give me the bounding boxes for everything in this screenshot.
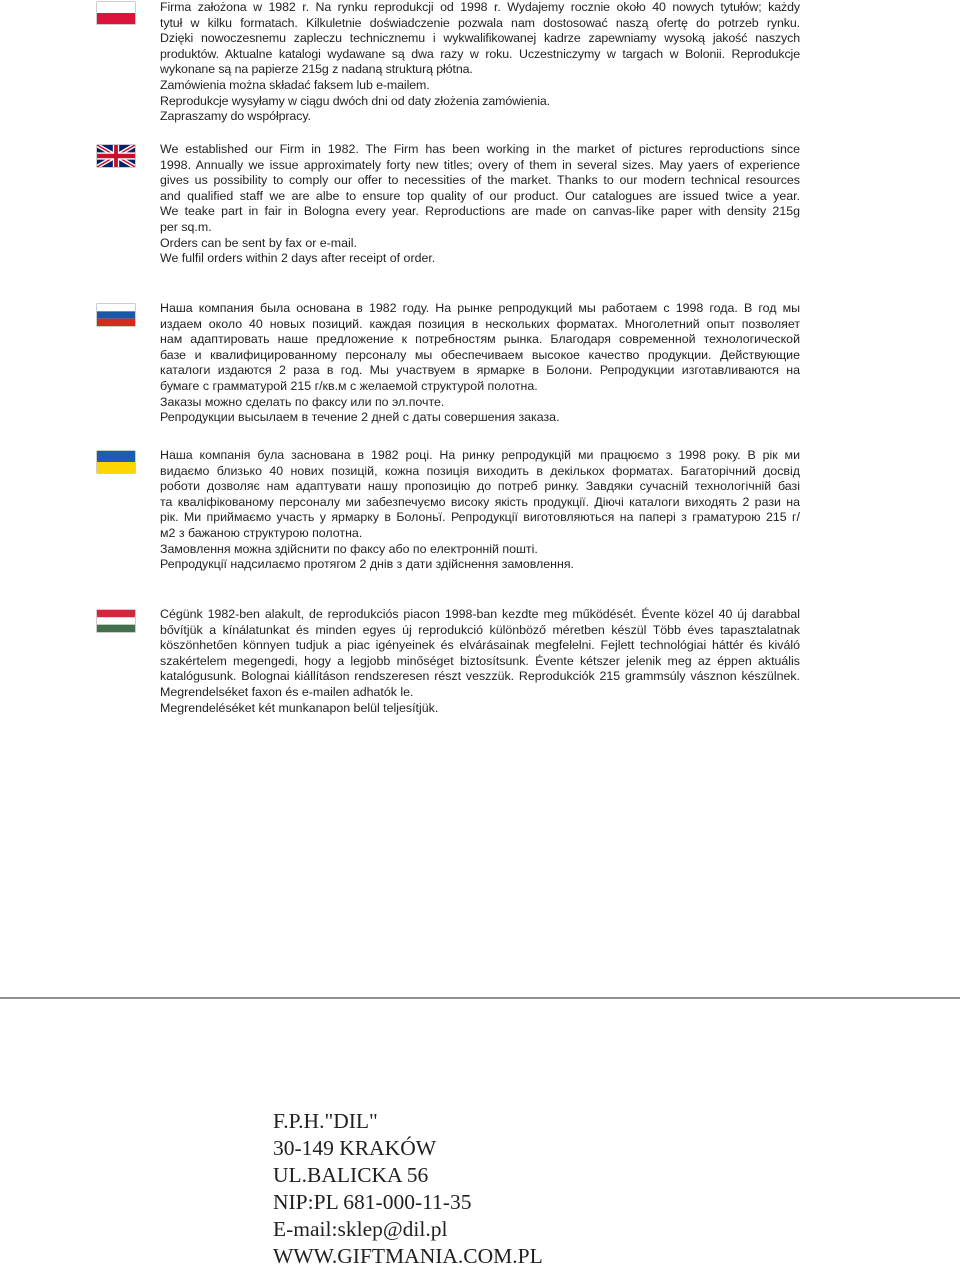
text-line: Megrendeléséket két munkanapon belül teljesítjük. xyxy=(160,700,439,715)
page-divider xyxy=(0,997,960,999)
text-line: produktów. Aktualne katalogi wydawane są dwa razy w roku. Uczestniczymy w targach w Bolonii. Reprodukcje xyxy=(160,46,800,61)
text-line: базе и квалифицированному персоналу мы обеспечиваем высокое качество продукции. Действующие xyxy=(160,347,800,362)
hungarian-description xyxy=(160,607,800,716)
text-line: katalógusunk. Bolognai kiállításon rendszeresen részt veszzük. Reprodukciók 215 grammsúly vásznon készülnek. xyxy=(160,669,800,684)
russian-description xyxy=(160,301,800,426)
company-address-block xyxy=(273,1108,543,1270)
ukrainian-description xyxy=(160,448,800,573)
text-line: wykonane są na papierze 215g z nadaną strukturą płótna. xyxy=(160,62,473,77)
text-line: бумаге с грамматурой 215 г/кв.м с желаемой структурой полотна. xyxy=(160,378,538,393)
text-line: Zapraszamy do współpracy. xyxy=(160,109,311,124)
poland-flag-icon xyxy=(97,2,135,24)
polish-description xyxy=(160,0,800,125)
text-line: видаємо близько 40 нових позицій, кожна позиція виходить в декількох форматах. Багаторічний досвід xyxy=(160,463,800,478)
text-line: szakértelem megengedi, hogy a legjobb minőséget biztosítsunk. Évente kétszer jelenik meg az éppen aktuális xyxy=(160,653,800,668)
text-line: 1998. Annually we issue approximately forty new titles; overy of them in several sizes. May yaers of experience xyxy=(160,157,800,172)
street-address: UL.BALICKA 56 xyxy=(273,1163,429,1187)
company-name: F.P.H."DIL" xyxy=(273,1109,378,1133)
email-address: E-mail:sklep@dil.pl xyxy=(273,1217,448,1241)
text-line: Наша компания была основана в 1982 году. На рынке репродукций мы работаем с 1998 года. В год мы xyxy=(160,301,800,315)
tax-id: NIP:PL 681-000-11-35 xyxy=(273,1190,472,1214)
ukraine-flag-icon xyxy=(97,451,135,473)
website-url: WWW.GIFTMANIA.COM.PL xyxy=(273,1244,543,1268)
postal-city: 30-149 KRAKÓW xyxy=(273,1136,437,1160)
text-line: Наша компанія була заснована в 1982 році. На ринку репродукцій ми працюємо з 1998 року. В рік ми xyxy=(160,448,800,462)
text-line: Dzięki nowoczesnemu zapleczu technicznemu i wykwalifikowanej kadrze zapewniamy wysoką jakość naszych xyxy=(160,31,800,46)
text-line: köszönhetően könnyen tudjuk a piac igényeinek és elvárásainak megfelelni. Fejlett technológiai háttér és kiváló xyxy=(160,638,800,653)
text-line: Zamówienia można składać faksem lub e-mailem. xyxy=(160,77,430,92)
text-line: bővítjük a kínálatunkat és minden egyes új reprodukció különböző méretben készül Több éves tapasztalatnak xyxy=(160,622,800,637)
text-line: издаем около 40 новых позиций. каждая позиция в нескольких форматах. Многолетний опыт позволяет xyxy=(160,316,800,331)
text-line: Firma założona w 1982 r. Na rynku reprodukcji od 1998 r. Wydajemy rocznie około 40 nowych tytułów; każdy xyxy=(160,0,800,14)
hungary-flag-icon xyxy=(97,610,135,632)
text-line: Замовлення можна здійснити по факсу або по електронній пошті. xyxy=(160,541,538,556)
text-line: gives us possibility to comply our offer to necessities of the market. Thanks to our modern technical resources xyxy=(160,173,800,188)
text-line: We established our Firm in 1982. The Firm has been working in the market of pictures reproductions since xyxy=(160,142,800,156)
text-line: рік. Ми приймаємо участь у ярмарку в Болоньї. Репродукції виготовляються на папері з граматурою 215 г/ xyxy=(160,510,800,525)
text-line: per sq.m. xyxy=(160,219,212,234)
text-line: Reprodukcje wysyłamy w ciągu dwóch dni od daty złożenia zamówienia. xyxy=(160,93,550,108)
text-line: tytuł w kilku formatach. Kilkuletnie doświadczenie pozwala nam dostosować naszą ofertę do potrzeb rynku. xyxy=(160,15,800,30)
text-line: Репродукції надсилаємо протягом 2 днів з дати здійснення замовлення. xyxy=(160,557,575,572)
text-line: We teake part in fair in Bologna every year. Reproductions are made on canvas-like paper with density 215g xyxy=(160,204,800,219)
text-line: and qualified staff we are albe to ensure top quality of our product. Our catalogues are issued twice a year. xyxy=(160,188,800,203)
text-line: Cégünk 1982-ben alakult, de reprodukciós piacon 1998-ban kezdte meg működését. Évente közel 40 új darabbal xyxy=(160,607,800,621)
text-line: та кваліфікованому персоналу ми забезпечуємо високу якість продукції. Діючі каталоги виходять 2 рази на xyxy=(160,494,800,509)
text-line: м2 з бажаною структурою полотна. xyxy=(160,525,363,540)
russia-flag-icon xyxy=(97,304,135,326)
united-kingdom-flag-icon xyxy=(97,145,135,167)
text-line: We fulfil orders within 2 days after receipt of order. xyxy=(160,251,436,266)
text-line: Заказы можно сделать по факсу или по эл.почте. xyxy=(160,394,445,409)
text-line: Megrendelséket faxon és e-mailen adhatók le. xyxy=(160,684,414,699)
text-line: Orders can be sent by fax or e-mail. xyxy=(160,235,357,250)
text-line: Репродукции высылаем в течение 2 дней с даты совершения заказа. xyxy=(160,410,560,425)
english-description xyxy=(160,142,800,267)
text-line: нам адаптировать наше предложение к потребностям рынка. Благодаря современной технологической xyxy=(160,332,800,347)
text-line: роботи дозволяє нам адаптувати нашу пропозицію до потреб ринку. Завдяки сучасній технологічній базі xyxy=(160,479,800,494)
text-line: каталоги издаются 2 раза в год. Мы участвуем в ярмарке в Болони. Репродукции изготавливаются на xyxy=(160,363,800,378)
